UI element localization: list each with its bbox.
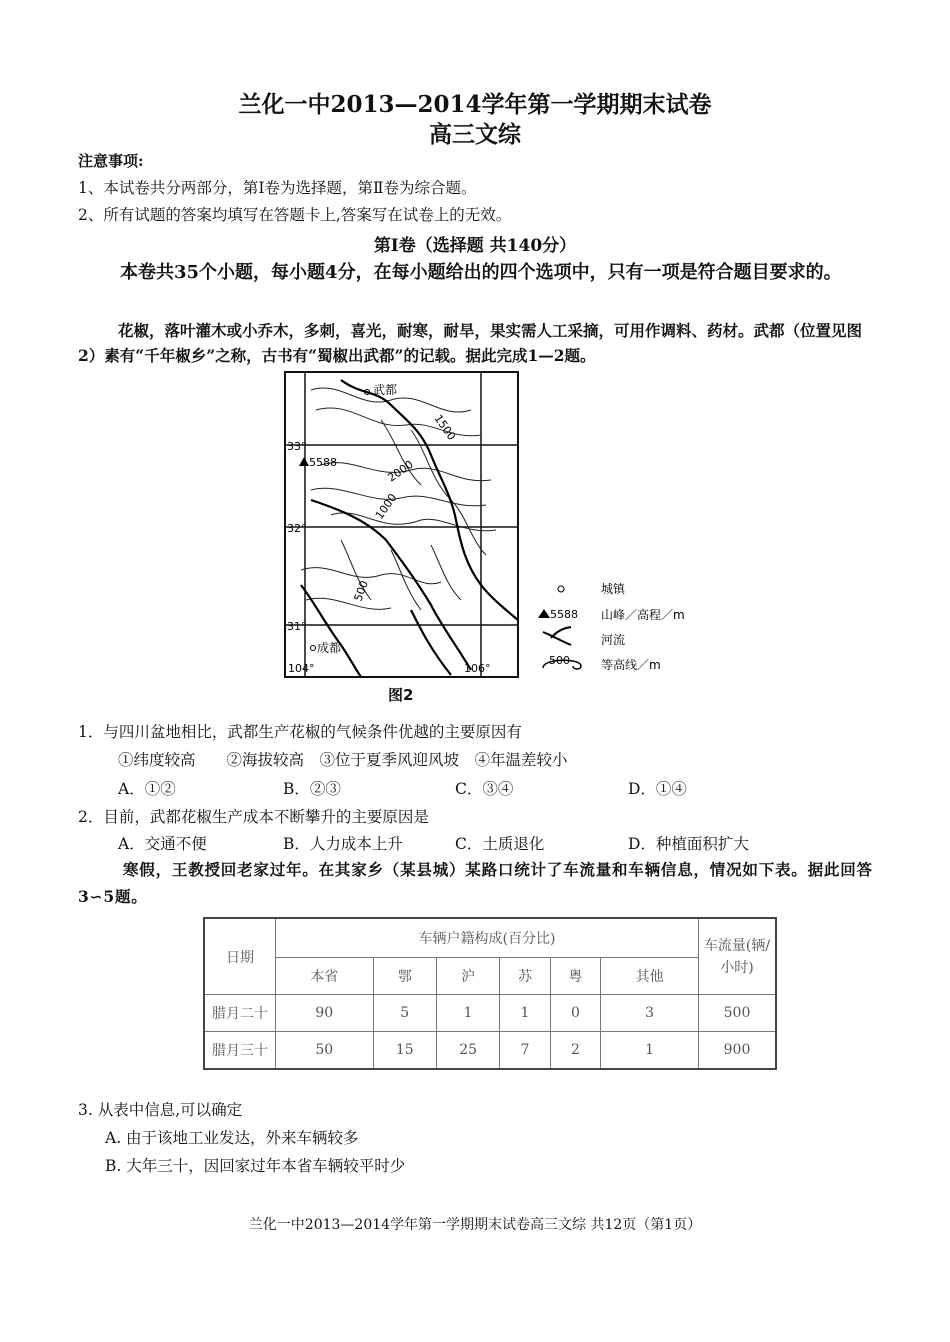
legend-value-contour: 500 xyxy=(549,654,570,667)
table-cell: 3 xyxy=(601,995,699,1032)
contour-label-1000: 1000 xyxy=(372,491,400,522)
table-col-header: 沪 xyxy=(436,958,499,995)
lat-label-32: 32° xyxy=(287,522,307,535)
contour-label-2000: 2000 xyxy=(385,457,416,485)
table-cell-flow: 500 xyxy=(699,995,777,1032)
q1-option-a: A．①② xyxy=(118,780,176,798)
table-cell-date: 腊月三十 xyxy=(204,1032,276,1070)
passage-2: 寒假，王教授回老家过年。在其家乡（某县城）某路口统计了车流量和车辆信息，情况如下表。据此回答3∽5题。 xyxy=(78,860,873,906)
table-cell-date: 腊月二十 xyxy=(204,995,276,1032)
figure-caption: 图2 xyxy=(388,686,414,704)
table-cell: 7 xyxy=(500,1032,550,1070)
table-cell: 25 xyxy=(436,1032,499,1070)
note-item: 1、本试卷共分两部分，第Ⅰ卷为选择题，第Ⅱ卷为综合题。 xyxy=(78,179,477,197)
map-figure xyxy=(281,370,726,682)
lon-label-104: 104° xyxy=(288,662,315,675)
map-label-peak: 5588 xyxy=(309,456,337,469)
table-cell-flow: 900 xyxy=(699,1032,777,1070)
table-cell: 2 xyxy=(550,1032,600,1070)
passage-1: 花椒，落叶灌木或小乔木，多刺，喜光，耐寒，耐旱，果实需人工采摘，可用作调料、药材。武都（位置见图2）素有“千年椒乡”之称，古书有“蜀椒出武都”的记载。据此完成1—2题。 xyxy=(78,321,863,365)
contour-label-500: 500 xyxy=(351,578,372,604)
lat-label-33: 33° xyxy=(287,440,307,453)
q2-option-a: A．交通不便 xyxy=(118,835,207,853)
legend-value-peak: 5588 xyxy=(550,608,578,621)
town-icon xyxy=(558,586,564,592)
q2-option-d: D．种植面积扩大 xyxy=(628,835,749,853)
page-footer: 兰化一中2013—2014学年第一学期期末试卷高三文综 共12页（第1页） xyxy=(248,1217,702,1233)
table-cell: 0 xyxy=(550,995,600,1032)
q3-option-b: B. 大年三十，因回家过年本省车辆较平时少 xyxy=(105,1157,406,1175)
table-header-group: 车辆户籍构成(百分比) xyxy=(276,918,699,958)
map-legend xyxy=(538,581,685,672)
map-label-chengdu: 成都 xyxy=(317,641,342,655)
contour-label-1500: 1500 xyxy=(431,412,459,443)
lon-label-106: 106° xyxy=(464,662,491,675)
chengdu-city-icon xyxy=(311,646,316,651)
lat-label-31: 31° xyxy=(287,620,307,633)
table-col-header: 苏 xyxy=(500,958,550,995)
q1-option-d: D．①④ xyxy=(628,780,687,798)
table-cell: 90 xyxy=(276,995,374,1032)
exam-title: 兰化一中2013—2014学年第一学期期末试卷 xyxy=(238,91,712,118)
q3-option-a: A. 由于该地工业发达，外来车辆较多 xyxy=(105,1129,359,1147)
table-col-header: 鄂 xyxy=(373,958,436,995)
map-svg xyxy=(281,370,726,682)
note-item: 2、所有试题的答案均填写在答题卡上,答案写在试卷上的无效。 xyxy=(78,206,512,224)
exam-subtitle: 高三文综 xyxy=(429,121,521,148)
legend-label-peak: 山峰／高程／m xyxy=(601,608,685,622)
question-1-statements: ①纬度较高 ②海拔较高 ③位于夏季风迎风坡 ④年温差较小 xyxy=(118,751,568,769)
map-label-wudu: 武都 xyxy=(373,383,398,397)
question-3-stem: 3. 从表中信息,可以确定 xyxy=(78,1101,243,1119)
table-header-date: 日期 xyxy=(204,918,276,995)
table-cell: 50 xyxy=(276,1032,374,1070)
section-title: 第Ⅰ卷（选择题 共140分） xyxy=(373,236,577,256)
traffic-table xyxy=(203,917,777,1070)
table-cell: 15 xyxy=(373,1032,436,1070)
legend-label-town: 城镇 xyxy=(601,582,626,596)
question-2-stem: 2．目前，武都花椒生产成本不断攀升的主要原因是 xyxy=(78,808,429,826)
question-1-stem: 1．与四川盆地相比，武都生产花椒的气候条件优越的主要原因有 xyxy=(78,723,522,741)
peak-icon xyxy=(538,609,550,618)
peak-icon xyxy=(299,457,309,466)
river-icon xyxy=(543,627,571,645)
notes-heading: 注意事项: xyxy=(78,152,144,170)
q1-option-b: B．②③ xyxy=(283,780,341,798)
table-col-header: 本省 xyxy=(276,958,374,995)
table-cell: 1 xyxy=(500,995,550,1032)
section-intro: 本卷共35个小题，每小题4分，在每小题给出的四个选项中，只有一项是符合题目要求的。 xyxy=(120,262,842,283)
table-col-header: 其他 xyxy=(601,958,699,995)
table-cell: 5 xyxy=(373,995,436,1032)
table-col-header: 粤 xyxy=(550,958,600,995)
q2-option-b: B．人力成本上升 xyxy=(283,835,403,853)
q2-option-c: C．土质退化 xyxy=(455,835,545,853)
table-header-flow: 车流量(辆/小时) xyxy=(699,918,777,995)
table-row xyxy=(204,1032,776,1070)
table-cell: 1 xyxy=(436,995,499,1032)
legend-label-contour: 等高线／m xyxy=(601,658,661,672)
table-row xyxy=(204,995,776,1032)
q1-option-c: C．③④ xyxy=(455,780,514,798)
table-cell: 1 xyxy=(601,1032,699,1070)
legend-label-river: 河流 xyxy=(601,633,626,647)
